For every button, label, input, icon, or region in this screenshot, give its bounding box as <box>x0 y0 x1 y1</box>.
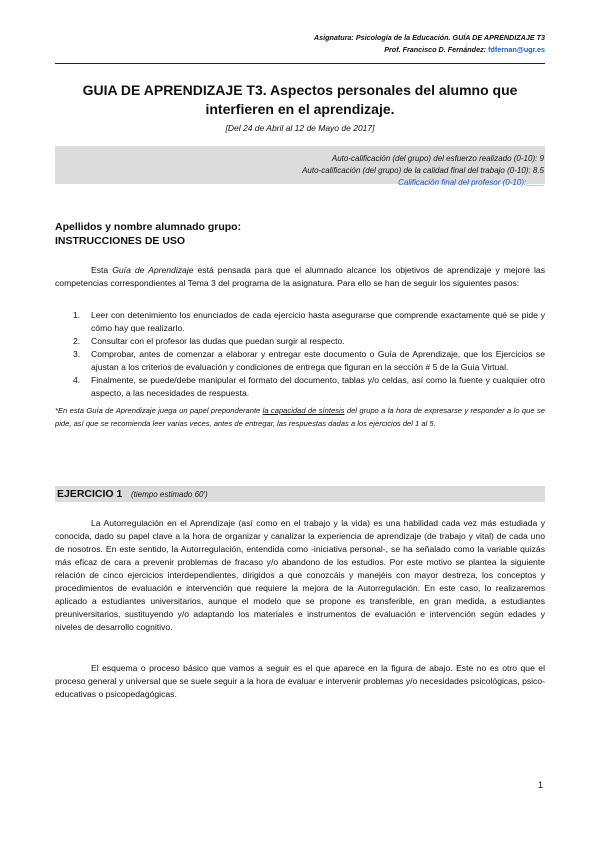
exercise-heading-bar <box>55 486 545 502</box>
students-names-label: Apellidos y nombre alumnado grupo: <box>55 221 242 233</box>
synthesis-note <box>55 405 545 430</box>
header-professor-line <box>314 44 545 56</box>
intro-after: está pensada para que el alumnado alcance los objetivos de aprendizaje y mejore las competencias correspondientes al Tema 3 del programa de la asignatura. Para ello se han de seguir los siguientes pasos: <box>55 265 545 288</box>
grades-list <box>302 153 544 189</box>
grade-effort: Auto-calificación (del grupo) del esfuerzo realizado (0-10): 9 <box>331 154 544 163</box>
body-paragraph-1: La Autorregulación en el Aprendizaje (así como en el trabajo y la vida) es una habilidad cada vez más estudiada y conocida, dado su papel clave a la hora de organizar y canalizar la experiencia de aprendizaje (de trabajo y vital) de cada uno de nosotros. En este sentido, la Autorregulación, entendida como -iniciativa personal-, se ha señalado como la variable quizás más eficaz de cara a prevenir problemas de fracaso y/o abandono de los estudios. Por este motivo se plantea la siguiente relación de cinco ejercicios interdependientes, dirigidos a que conozcáis y manejéis con mayor destreza, los conceptos y procedimientos de evaluación e intervención que requiere la mejora de la Autorregulación. En este caso, lo realizaremos aplicado a estudiantes universitarios, aunque el modelo que se propone es transferible, en gran medida, a estudiantes preuniversitarios, sustituyendo y/o adaptando los materiales e instrumentos de evaluación e intervención según edades y niveles de desarrollo cognitivo. <box>55 518 545 632</box>
list-item <box>73 335 545 348</box>
note-after: del grupo a la hora de expresarse y responder a lo que se pide, así que se recomienda leer varias veces, antes de entregar, las respuestas dadas a los ejercicios del 1 al 5. <box>55 406 545 428</box>
step-text: Finalmente, se puede/debe manipular el formato del documento, tablas y/o celdas, así como la fuente y cualquier otro aspecto, a las necesidades de respuesta. <box>91 375 545 398</box>
steps-list <box>73 309 545 400</box>
title-line-2: interfieren en el aprendizaje. <box>205 101 395 117</box>
document-title <box>55 81 545 119</box>
intro-paragraph <box>55 264 545 290</box>
intro-guide-name: Guía de Aprendizaje <box>112 265 194 275</box>
list-item <box>73 309 545 335</box>
title-line-1: GUIA DE APRENDIZAJE T3. Aspectos personales del alumno que <box>82 82 518 98</box>
page-header <box>314 32 545 56</box>
page-number: 1 <box>538 780 544 790</box>
step-text: Leer con detenimiento los enunciados de cada ejercicio hasta asegurarse que comprende exactamente qué se pide y cómo hay que realizarlo. <box>91 310 545 333</box>
exercise-time: (tiempo estimado 60') <box>131 490 208 499</box>
grade-teacher: Calificación final del profesor (0-10):____ <box>398 178 544 187</box>
instructions-heading: INSTRUCCIONES DE USO <box>55 235 186 247</box>
list-item <box>73 348 545 374</box>
header-email-link[interactable]: fdfernan@ugr.es <box>488 45 545 54</box>
exercise-title: EJERCICIO 1 <box>57 488 123 500</box>
step-text: Comprobar, antes de comenzar a elaborar y entregar este documento o Guía de Aprendizaje, que los Ejercicios se ajustan a los criterios de evaluación y condiciones de entrega que figuran en la sección # 5 de la Guía Virtual. <box>91 349 545 372</box>
step-number: 2. <box>73 336 81 346</box>
note-underlined: la capacidad de síntesis <box>262 406 345 415</box>
note-before: *En esta Guía de Aprendizaje juega un papel preponderante <box>55 406 263 415</box>
header-professor-name: Prof. Francisco D. Fernández: <box>384 45 489 54</box>
header-course-line: Asignatura: Psicología de la Educación. GUÍA DE APRENDIZAJE T3 <box>313 33 545 42</box>
list-item <box>73 374 545 400</box>
step-number: 3. <box>73 349 81 359</box>
body-paragraph-2: El esquema o proceso básico que vamos a seguir es el que aparece en la figura de abajo. Este no es otro que el proceso general y universal que se suele seguir a la hora de evaluar e intervenir problemas y/o necesidades psicológicas, psico-educativas o psicopedagógicas. <box>55 663 545 699</box>
header-divider <box>55 63 545 64</box>
date-range: [Del 24 de Abril al 12 de Mayo de 2017] <box>225 123 375 133</box>
step-number: 1. <box>73 310 81 320</box>
step-text: Consultar con el profesor las dudas que puedan surgir al respecto. <box>91 336 345 346</box>
step-number: 4. <box>73 375 81 385</box>
intro-before: Esta <box>91 265 113 275</box>
grade-quality: Auto-calificación (del grupo) de la calidad final del trabajo (0-10): 8.5 <box>302 166 544 175</box>
